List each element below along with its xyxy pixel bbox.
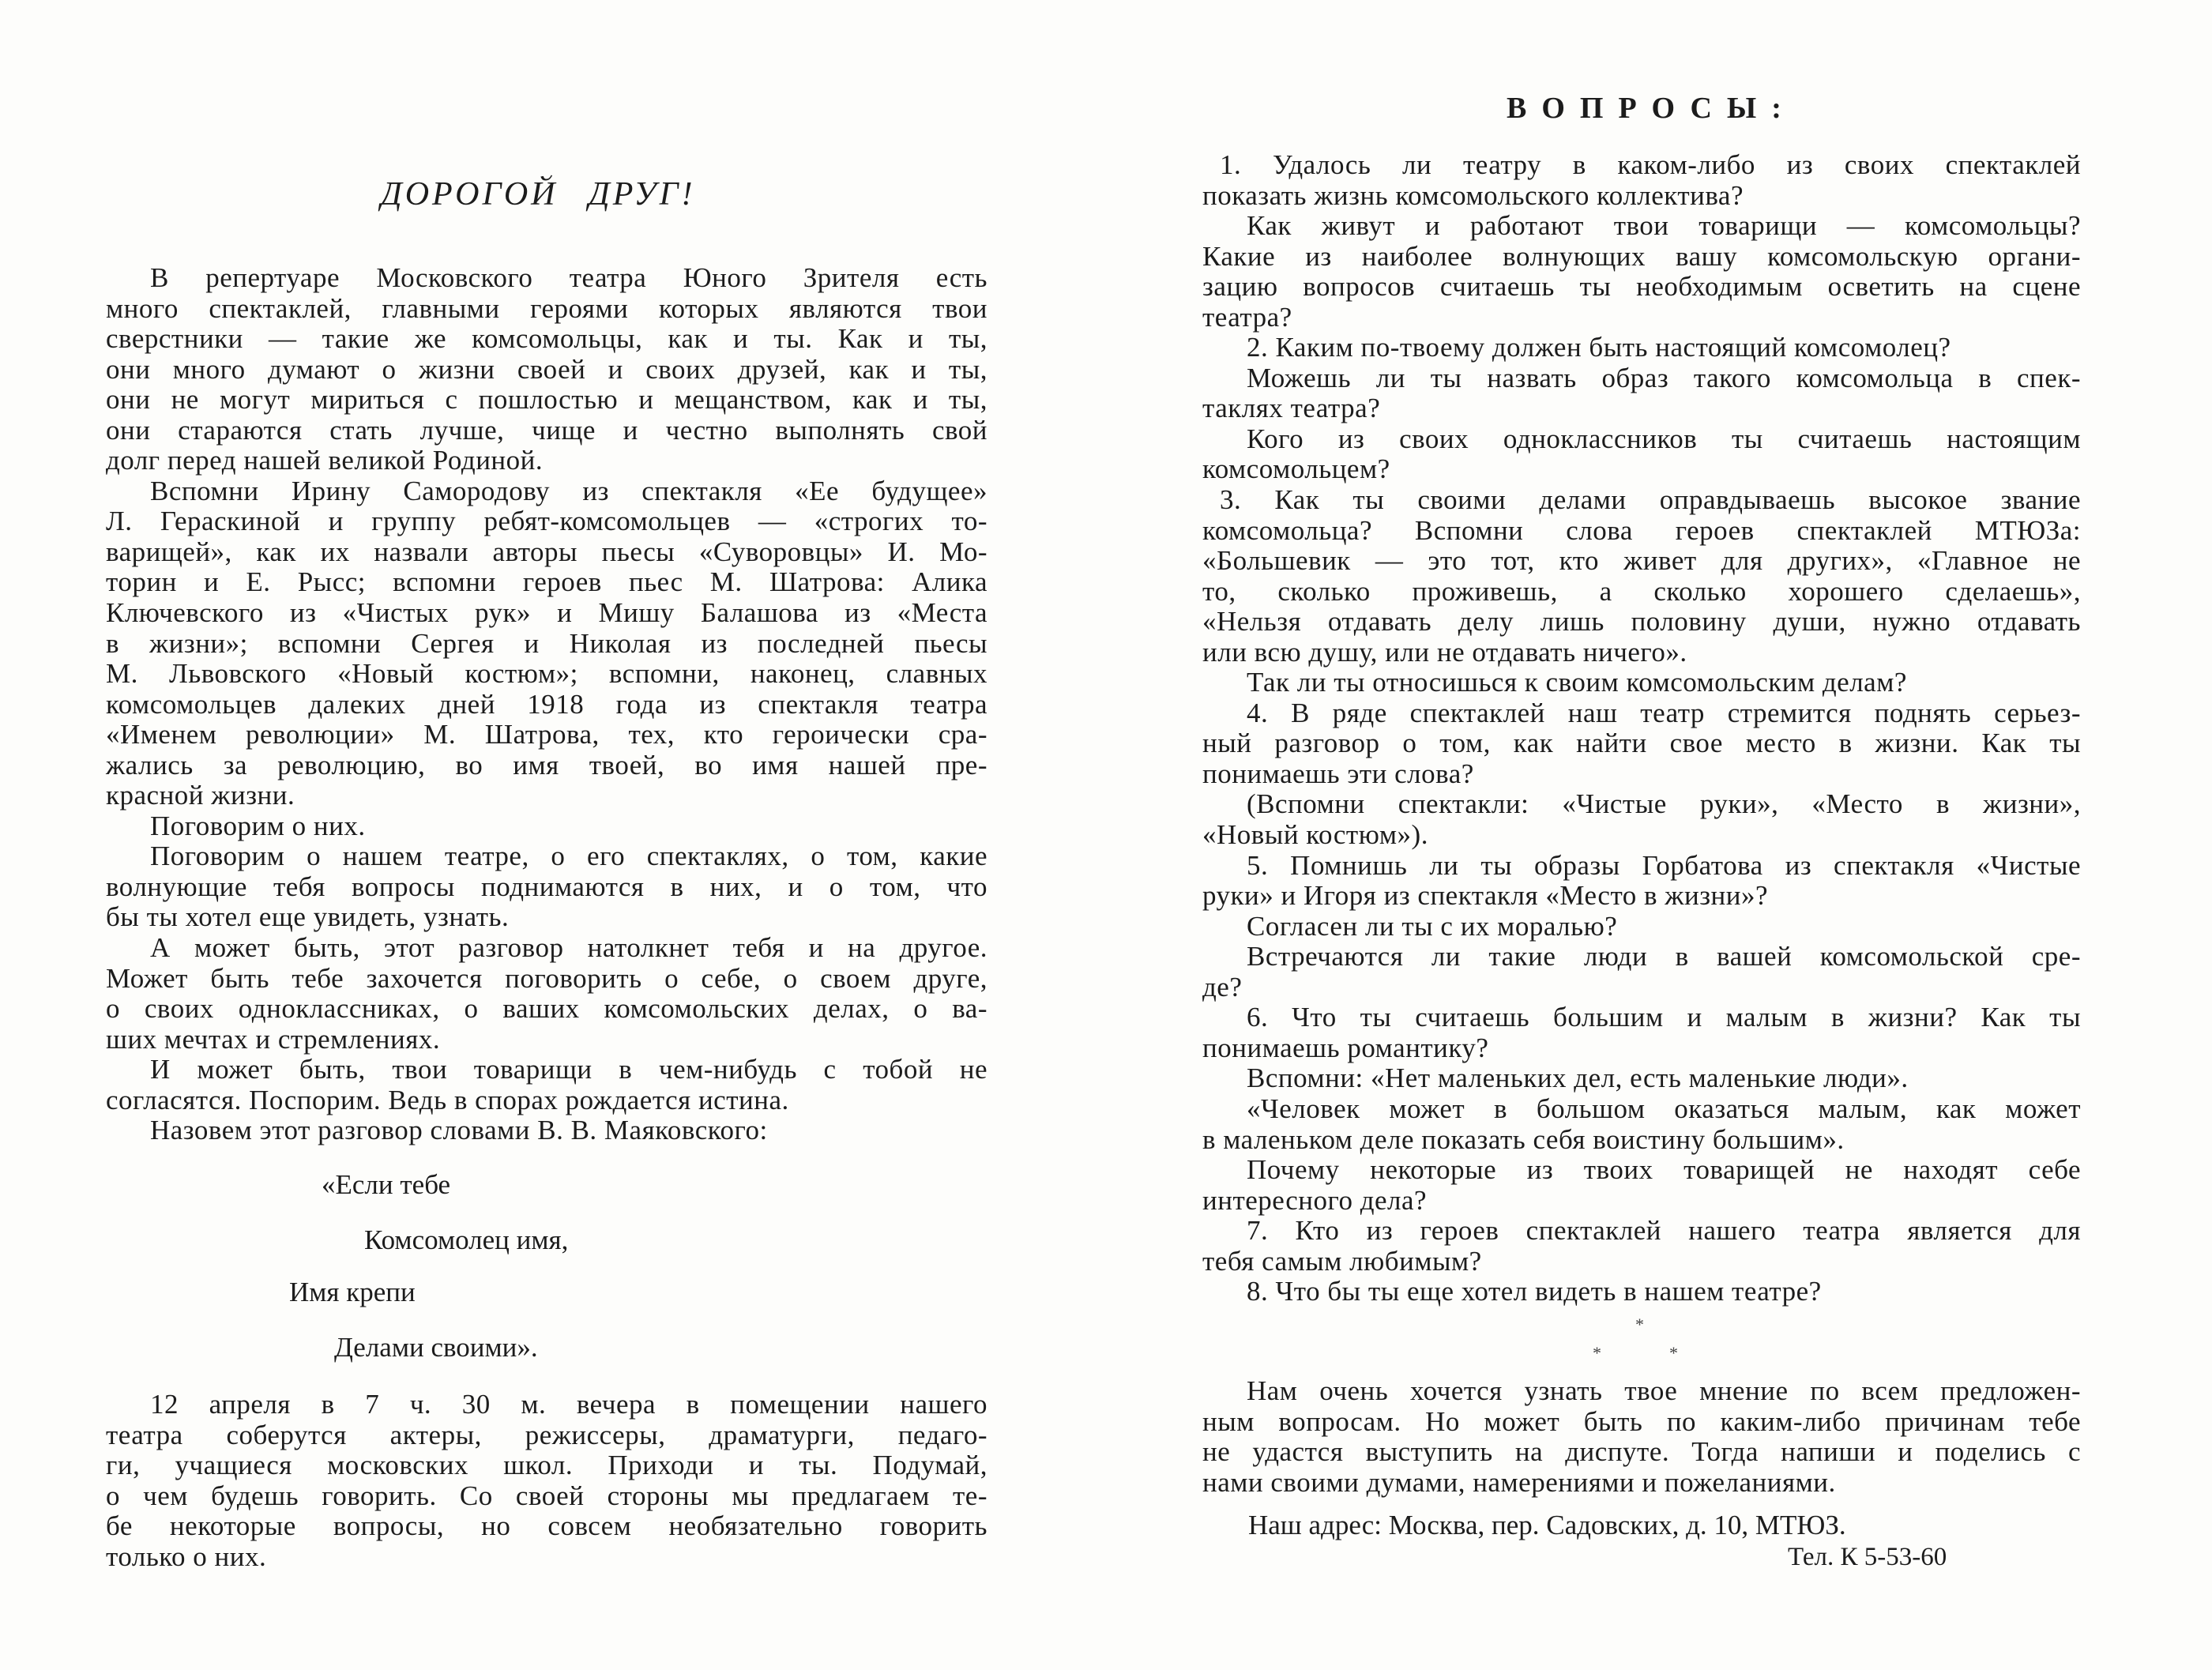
text-line: ших мечтах и стремлениях. <box>106 1023 441 1055</box>
text-line: комсомольцем? <box>1202 453 1390 485</box>
text-line: «Большевик — это тот, кто живет для других», «Главное не <box>1202 545 2081 577</box>
text-line: Можешь ли ты назвать образ такого комсомольца в спек- <box>1247 362 2081 393</box>
text-line: варищей», как их назвали авторы пьесы «Суворовцы» И. Мо- <box>106 536 988 567</box>
text-line: 8. Что бы ты еще хотел видеть в нашем театре? <box>1247 1276 1822 1307</box>
text-line: бе некоторые вопросы, но совсем необязательно говорить <box>106 1510 988 1542</box>
text-line: Встречаются ли такие люди в вашей комсомольской сре- <box>1247 941 2081 972</box>
text-line: красной жизни. <box>106 780 295 811</box>
questions-title: ВОПРОСЫ: <box>1507 92 1796 125</box>
text-line: Как живут и работают твои товарищи — комсомольцы? <box>1247 210 2081 242</box>
text-line: А может быть, этот разговор натолкнет тебя и на другое. <box>150 932 988 964</box>
text-line: понимаешь романтику? <box>1202 1032 1489 1063</box>
text-line: «Нельзя отдавать делу лишь половину души, нужно отдавать <box>1202 606 2081 638</box>
letter-body <box>106 263 988 1146</box>
text-line: интересного дела? <box>1202 1184 1428 1216</box>
text-line: де? <box>1202 971 1243 1002</box>
text-line: ным вопросам. Но может быть по каким-либо причинам тебе <box>1202 1405 2081 1437</box>
text-line: комсомольца? Вспомни слова героев спектаклей МТЮЗа: <box>1202 514 2081 546</box>
text-line: только о них. <box>106 1540 267 1572</box>
text-line: «Человек может в большом оказаться малым, как может <box>1247 1093 2081 1124</box>
text-line: они не могут мириться с пошлостью и мещанством, как и ты, <box>106 384 988 416</box>
text-line: Согласен ли ты с их моралью? <box>1247 910 1618 942</box>
text-line: в жизни»; вспомни Сергея и Николая из последней пьесы <box>106 627 988 659</box>
text-line: М. Львовского «Новый костюм»; вспомни, наконец, славных <box>106 658 988 690</box>
text-line: таклях театра? <box>1202 393 1381 424</box>
text-line: 3. Как ты своими делами оправдываешь высокое звание <box>1220 484 2081 516</box>
phone-number: Тел. К 5-53-60 <box>1788 1543 1947 1571</box>
text-line: Ключевского из «Чистых рук» и Мишу Балашова из «Места <box>106 597 988 629</box>
separator-asterisk: * <box>1593 1343 1601 1363</box>
text-line: 12 апреля в 7 ч. 30 м. вечера в помещении нашего <box>150 1389 988 1420</box>
text-line: то, сколько проживешь, а сколько хорошего сделаешь», <box>1202 575 2081 607</box>
text-line: бы ты хотел еще увидеть, узнать. <box>106 901 510 933</box>
text-line: 1. Удалось ли театру в каком-либо из своих спектаклей <box>1220 149 2081 180</box>
text-line: нами своими думами, намерениями и пожеланиями. <box>1202 1466 1836 1498</box>
text-line: И может быть, твои товарищи в чем-нибудь с тобой не <box>150 1054 988 1085</box>
text-line: 6. Что ты считаешь большим и малым в жизни? Как ты <box>1247 1002 2081 1033</box>
text-line: 4. В ряде спектаклей наш театр стремится поднять серьез- <box>1247 697 2081 728</box>
text-line: Кого из своих одноклассников ты считаешь настоящим <box>1247 423 2081 454</box>
text-line: волнующие тебя вопросы поднимаются в них, и о том, что <box>106 871 988 902</box>
text-line: сверстники — такие же комсомольцы, как и ты. Как и ты, <box>106 323 988 355</box>
text-line: о своих одноклассниках, о ваших комсомольских делах, о ва- <box>106 993 988 1025</box>
text-line: они стараются стать лучше, чище и честно выполнять свой <box>106 414 988 446</box>
closing-paragraph <box>1202 1376 2081 1498</box>
text-line: Поговорим о нашем театре, о его спектаклях, о том, какие <box>150 841 988 872</box>
text-line: Почему некоторые из твоих товарищей не находят себе <box>1247 1154 2081 1186</box>
text-line: Вспомни Ирину Самородову из спектакля «Ее будущее» <box>150 475 988 506</box>
text-line: в маленьком деле показать себя воистину большим». <box>1202 1123 1845 1155</box>
text-line: они много думают о жизни своей и своих друзей, как и ты, <box>106 353 988 385</box>
text-line: «Новый костюм»). <box>1202 819 1428 851</box>
text-line: 2. Каким по-твоему должен быть настоящий комсомолец? <box>1247 332 1951 363</box>
text-line: руки» и Игоря из спектакля «Место в жизни»? <box>1202 880 1769 912</box>
letter-title: ДОРОГОЙ ДРУГ! <box>381 176 696 213</box>
address: Наш адрес: Москва, пер. Садовских, д. 10, МТЮЗ. <box>1248 1510 1846 1540</box>
poem-line: Делами своими». <box>334 1332 538 1363</box>
text-line: Л. Гераскиной и группу ребят-комсомольцев — «строгих то- <box>106 506 988 537</box>
text-line: Нам очень хочется узнать твое мнение по всем предложен- <box>1247 1375 2081 1406</box>
text-line: «Именем революции» М. Шатрова, тех, кто героически сра- <box>106 719 988 750</box>
text-line: много спектаклей, главными героями которых являются твои <box>106 292 988 324</box>
text-line: комсомольцев далеких дней 1918 года из спектакля театра <box>106 688 988 720</box>
poem-line: Комсомолец имя, <box>364 1224 569 1255</box>
text-line: В репертуаре Московского театра Юного Зрителя есть <box>150 262 988 293</box>
text-line: 5. Помнишь ли ты образы Горбатова из спектакля «Чистые <box>1247 849 2081 881</box>
text-line: Вспомни: «Нет маленьких дел, есть маленькие люди». <box>1247 1063 1909 1094</box>
text-line: Так ли ты относишься к своим комсомольским делам? <box>1247 667 1907 698</box>
text-line: Может быть тебе захочется поговорить о себе, о своем друге, <box>106 962 988 994</box>
text-line: согласятся. Поспорим. Ведь в спорах рождается истина. <box>106 1084 789 1115</box>
text-line: театра? <box>1202 301 1292 333</box>
text-line: (Вспомни спектакли: «Чистые руки», «Место в жизни», <box>1247 788 2081 820</box>
text-line: торин и Е. Рысс; вспомни героев пьес М. Шатрова: Алика <box>106 566 988 598</box>
text-line: или всю душу, или не отдавать ничего». <box>1202 636 1687 668</box>
text-line: театра соберутся актеры, режиссеры, драматурги, педаго- <box>106 1419 988 1450</box>
text-line: Назовем этот разговор словами В. В. Маяковского: <box>150 1115 768 1146</box>
text-line: о чем будешь говорить. Со своей стороны мы предлагаем те- <box>106 1480 988 1511</box>
text-line: долг перед нашей великой Родиной. <box>106 445 544 476</box>
poem-line: «Если тебе <box>322 1169 451 1200</box>
poem-line: Имя крепи <box>289 1277 416 1307</box>
text-line: Поговорим о них. <box>150 810 366 841</box>
text-line: ги, учащиеся московских школ. Приходи и ты. Подумай, <box>106 1450 988 1481</box>
text-line: ный разговор о том, как найти свое место в жизни. Как ты <box>1202 728 2081 759</box>
text-line: не удастся выступить на диспуте. Тогда напиши и поделись с <box>1202 1436 2081 1468</box>
separator-asterisk: * <box>1669 1343 1678 1363</box>
invitation-paragraph <box>106 1390 988 1572</box>
text-line: понимаешь эти слова? <box>1202 758 1474 789</box>
text-line: 7. Кто из героев спектаклей нашего театра является для <box>1247 1215 2081 1247</box>
text-line: тебя самым любимым? <box>1202 1245 1482 1277</box>
text-line: жались за революцию, во имя твоей, во имя нашей пре- <box>106 749 988 780</box>
text-line: зацию вопросов считаешь ты необходимым осветить на сцене <box>1202 271 2081 303</box>
text-line: Какие из наиболее волнующих вашу комсомольскую органи- <box>1202 240 2081 272</box>
separator-asterisk: * <box>1635 1315 1644 1334</box>
questions-list <box>1202 150 2081 1307</box>
text-line: показать жизнь комсомольского коллектива? <box>1202 179 1744 211</box>
